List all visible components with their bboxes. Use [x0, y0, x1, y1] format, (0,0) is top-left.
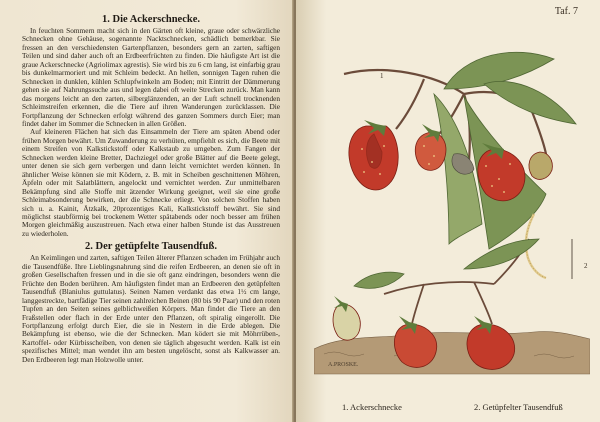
plate-page	[296, 0, 600, 422]
caption-ackerschnecke: 1. Ackerschnecke	[342, 402, 402, 412]
section-title-ackerschnecke: 1. Die Ackerschnecke.	[102, 14, 200, 25]
paragraph: An Keimlingen und zarten, saftigen Teilen älterer Pflanzen schaden im Frühjahr auch die Tausendfüße. Ihre Lieblingsnahrung sind die reifen Erdbeeren, an denen sie oft in großen Gesellschaften fressen und in die sie oft ganz eindringen, besonders wenn die Früchte den Boden berühren. Am häufigsten findet man an Erdbeeren den getüpfelten Tausendfuß (Blaniulus guttulatus). Seinen Namen verdankt das etwa 1½ cm lange, langgestreckte, bartfädige Tier seinen zahlreichen Beinen (80 bis 90 Paar) und den roten Tupfen an den Seiten seines gelblichweißen Körpers. Man findet die Tiere an den Fraßstellen oder flach in der Erde unter den Pflanzen, oft spiralig eingerollt. Die Fortpflanzung erfolgt durch Eier, die sie in Nestern in die Erde ablegen. Die Bekämpfung ist ebenso, wie die der Schnecken. Man ködert sie mit Möhrrüben-, Kartoffel- oder Kürbisscheiben, von denen sie täglich abgesucht werden. Kalk ist ein spezifisches Mittel; man wendet ihn am besten ungelöscht, sonst als Kalkwasser an. Den Erdbeeren legt man Holzwolle unter.	[22, 253, 280, 364]
figure-label-2: 2	[584, 262, 588, 270]
figure-label-1: 1	[380, 72, 384, 80]
artist-signature: A.PROSKE.	[328, 362, 359, 368]
text-page	[0, 0, 294, 422]
caption-tausendfuss: 2. Getüpfelter Tausendfuß	[474, 402, 563, 412]
strawberry-plate-illustration	[314, 34, 590, 394]
plate-number: Taf. 7	[554, 6, 578, 17]
paragraph: Auf kleineren Flächen hat sich das Einsammeln der Tiere am späten Abend oder frühen Morgen bewährt. Um Zuwanderung zu verhüten, empfiehlt es sich, die Beete mit einem Streifen von Kalkstickstoff oder Kalkstaub zu umgeben. Zum Fangen der Schnecken werden kleine Bretter, Dachziegel oder große Blätter auf die Beete gelegt, unter denen sie sich gern verbergen und dann leicht vernichtet werden können. In ähnlicher Weise können sie mit Ködern, z. B. mit in Scheiben geschnittenen Möhren, Äpfeln oder mit Salatblättern, angelockt und vernichtet werden. Zur unmittelbaren Bekämpfung sind alle Stoffe mit ätzender Wirkung geeignet, weil sie eine große Schleimabsonderung bewirken, der die Schnecke erliegt. Von solchen Stoffen haben sich u. a. Kainit, Ätzkalk, 20prozentiges Kali, Kalkstickstoff bewährt. Sie sind möglichst staubförmig bei trockenem Wetter spätabends oder noch besser am frühen Morgen gleichmäßig auszustreuen. Nach etwa einer halben Stunde ist das Ausstreuen zu wiederholen.	[22, 127, 280, 238]
paragraph: In feuchten Sommern macht sich in den Gärten oft kleine, graue oder schwärzliche Schnecken ohne Gehäuse, sogenannte Nacktschnecken, schädlich bemerkbar. Sie fressen an den verschiedensten Gartenpflanzen, besonders gern an zarten, saftigen Teilen und sind daher auch oft an Erdbeerfrüchten zu finden. Die häufigste Art ist die graue Ackerschnecke (Agriolimax agrestis). Sie wird bis zu 6 cm lang, ist einfarbig grau bis dunkelmarmoriert und mit Schleim bedeckt. An hellen, sonnigen Tagen ruhen die Schnecken in dunklen, kühlen Schlupfwinkeln am Boden; mit Eintritt der Dämmerung gehen sie auf Nahrungssuche aus und legen dabei oft weite Strecken zurück. Man kann das morgens leicht an den zarten, silberglänzenden, an der Luft schnell trocknenden Schleimstreifen erkennen, die die Tiere auf ihren Wanderungen zurücklassen. Die Fortpflanzung der Schnecken erfolgt während des ganzen Sommers durch Eier; man findet daher im Sommer die Schnecken in allen Größen.	[22, 26, 280, 128]
lower-leaves-icon	[354, 239, 539, 288]
section-title-tausendfuss: 2. Der getüpfelte Tausendfuß.	[85, 241, 217, 253]
